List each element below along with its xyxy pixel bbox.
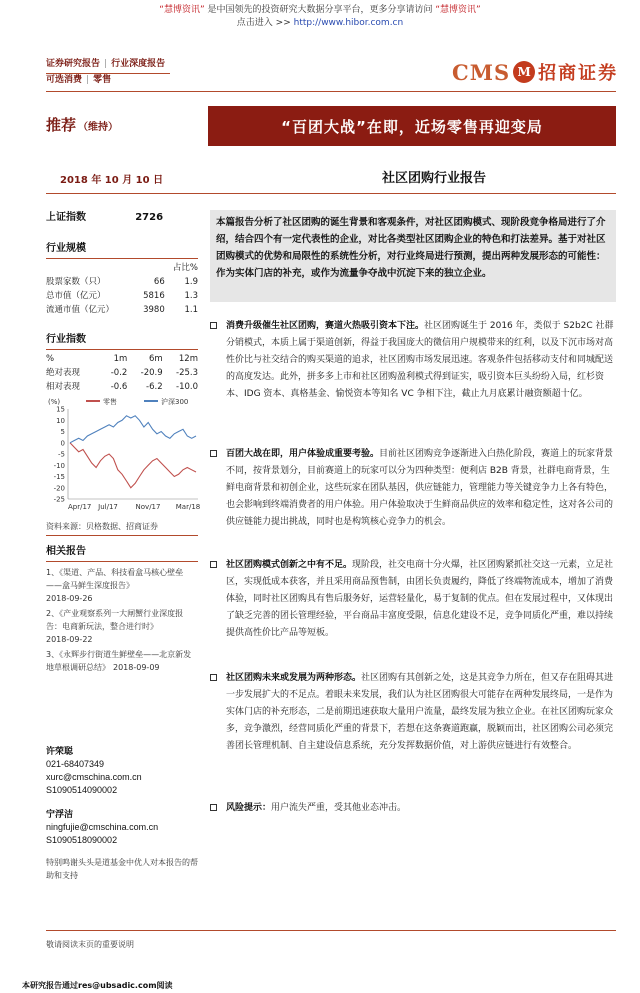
performance-chart xyxy=(46,395,202,517)
bullet-heading: 社区团购模式创新之中有不足。 xyxy=(226,560,353,570)
checkbox-square-icon xyxy=(210,450,217,457)
y-tick-label: 15 xyxy=(56,405,65,414)
divider xyxy=(46,73,170,74)
rating-sub: （维持） xyxy=(78,122,119,133)
bullet-text: 用户流失严重，受其他业态冲击。 xyxy=(271,803,407,813)
arrow-icon: >> xyxy=(275,18,291,28)
series-line-零售 xyxy=(70,443,196,488)
perf-label: 行业指数 xyxy=(46,334,86,345)
index-row xyxy=(46,211,198,225)
table-row xyxy=(46,303,198,317)
divider xyxy=(46,91,616,92)
related-report-item[interactable] xyxy=(46,648,198,674)
perf-col: 6m xyxy=(148,354,163,364)
top-banner xyxy=(0,4,640,30)
bullet-text: 社区团购有其创新之处，这是其竞争力所在，但又存在阻碍其进一步发展扩大的不足点。着眼未来发展，我们认为社区团购很大可能存在两种发展终局，一是作为实体门店的补充形态，二是前期迅速获取大量用户流量，最终发展为独立企业。在社区团购玩家众多，竞争激烈，经营同质化严重的背景下，若想在这条赛道跑赢，脱颖而出，社区团购公司必须完善团长管理机制、自主建设信息系统，充分发挥数据价值，对上游供应链进行有效整合。 xyxy=(226,673,614,751)
scale-row-v1: 5816 xyxy=(143,291,165,301)
analyst-name: 许荣聪 xyxy=(46,746,74,756)
logo-cms-text: CMS xyxy=(452,59,511,85)
analyst-1 xyxy=(46,745,198,797)
related-report-date: 2018-09-22 xyxy=(46,635,93,644)
x-tick-label: Apr/17 xyxy=(68,503,92,511)
y-tick-label: 5 xyxy=(60,428,65,436)
banner-link[interactable]: http://www.hibor.com.cn xyxy=(293,18,404,28)
chart-source: 资料来源：贝格数据、招商证券 xyxy=(46,522,158,531)
bullet-heading: 百团大战在即，用户体验成重要考验。 xyxy=(226,449,380,459)
scale-row-v1: 3980 xyxy=(143,305,165,315)
y-tick-label: -15 xyxy=(53,473,65,481)
related-report-item[interactable] xyxy=(46,566,198,605)
bottom-note: 本研究报告通过res@ubsadic.com阅读 xyxy=(22,981,173,990)
legend-label: 沪深300 xyxy=(161,398,189,406)
analyst-email[interactable]: ningfujie@cmschina.com.cn xyxy=(46,822,159,832)
bullet-text: 社区团购诞生于 2016 年，类似于 S2b2C 社群分销模式，本质上属于渠道创新，得益于我国庞大的微信用户规模带来的红利，以及下沉市场对高性价比与社交结合的购买渠道的追求，社区团购市场发展迅速。客观条件包括移动支付和同城配送的高度发达。此外，拼多多上市和社区团购盈利模式得到证实，吸引资本巨头纷纷入局，红杉资本、IDG 资本、真格基金、愉悦资本等知名 VC 争相下注，截止九月底累计融资额超十亿。 xyxy=(226,321,614,399)
bullet-point xyxy=(210,318,616,403)
banner-brand-2: “慧博资讯” xyxy=(435,5,481,15)
scale-section xyxy=(46,239,198,317)
bullet-point xyxy=(210,446,616,531)
related-report-item[interactable] xyxy=(46,607,198,646)
category-retail: 零售 xyxy=(93,75,112,85)
bullet-heading: 消费升级催生社区团购，赛道火热吸引资本下注。 xyxy=(226,321,425,331)
analyst-email[interactable]: xurc@cmschina.com.cn xyxy=(46,772,142,782)
related-report-title[interactable]: 2、《产业观察系列一大闸蟹行业深度报告：电商新玩法，整合进行时》 xyxy=(46,609,184,631)
scale-row-name: 流通市值（亿元） xyxy=(46,305,115,315)
scale-row-v1: 66 xyxy=(153,277,165,287)
bullet-text: 现阶段，社交电商十分火爆，社区团购紧抓社交这一元素，立足社区，实现低成本获客，并且采用商品预售制，由团长负责履约，降低了终端物流成本，增加了消费体验，同时社区团购具有售后服务好，运营轻量化，易于复制的优点。但在发展过程中，又体现出了缺乏完善的团长管理经验，平台商品丰富度受限，信息化建设不足，竞争同质化严重，难以持续提供高性价比产品等短板。 xyxy=(226,560,614,638)
table-row xyxy=(46,366,198,380)
y-tick-label: -10 xyxy=(53,461,65,470)
scale-row-v2: 1.3 xyxy=(184,291,198,301)
scale-label: 行业规模 xyxy=(46,243,86,254)
related-report-title[interactable]: 1、《渠道、产品、科技看盒马核心壁垒——盒马鲜生深度报告》 xyxy=(46,568,184,590)
banner-enter-text: 点击进入 xyxy=(236,18,273,28)
category-industry-deep: 行业深度报告 xyxy=(111,59,166,69)
related-report-date: 2018-09-09 xyxy=(113,663,160,672)
bullet-heading: 社区团购未来或发展为两种形态。 xyxy=(226,673,362,683)
bullet-text: 目前社区团购竞争逐渐进入白热化阶段，赛道上的玩家背景不同，按背景划分，目前赛道上的玩家可以分为四种类型：便利店 B2B 背景，社群电商背景，生鲜电商背景和初创企业，这些玩家在团队基因，供应链能力，管理能力等关键竞争力上各有特色，也会影响到终端消费者的用户体验。用户体验取决于生鲜商品供应的效率和稳定性，这对各公司的供应链能力提出挑战，同时也是构筑核心竞争力的机会。 xyxy=(226,449,614,527)
scale-row-v2: 1.1 xyxy=(184,305,198,315)
series-line-沪深300 xyxy=(70,416,196,443)
y-tick-label: 0 xyxy=(60,439,65,448)
y-tick-label: 10 xyxy=(56,416,65,425)
category-research: 证券研究报告 xyxy=(46,59,101,69)
y-tick-label: -5 xyxy=(58,450,65,459)
perf-col: 1m xyxy=(113,354,128,364)
index-label: 上证指数 xyxy=(46,212,86,223)
perf-row-name: 绝对表现 xyxy=(46,368,81,378)
logo-cn-text: 招商证券 xyxy=(538,63,619,84)
checkbox-square-icon xyxy=(210,322,217,329)
y-tick-label: -20 xyxy=(53,484,65,493)
checkbox-square-icon xyxy=(210,674,217,681)
analyst-id: S1090518090002 xyxy=(46,835,118,845)
company-logo xyxy=(452,60,618,84)
thanks-note: 特别鸣谢头头是道基金中优人对本报告的帮助和支持 xyxy=(46,858,198,880)
report-categories: 证券研究报告 | 行业深度报告 可选消费 | 零售 xyxy=(46,59,166,85)
table-row xyxy=(46,289,198,303)
rating-label: 推荐 xyxy=(46,116,77,134)
report-title: “百团大战”在即，近场零售再迎变局 xyxy=(208,106,616,146)
perf-val: -0.2 xyxy=(110,368,128,378)
table-row xyxy=(46,380,198,394)
perf-section xyxy=(46,330,198,394)
table-row xyxy=(46,275,198,289)
bullet-point xyxy=(210,670,616,755)
bullet-point xyxy=(210,800,616,817)
perf-unit: % xyxy=(46,354,55,364)
x-tick-label: Jul/17 xyxy=(98,503,118,511)
divider xyxy=(46,349,198,350)
analyst-name: 宁浮洁 xyxy=(46,809,74,819)
divider xyxy=(46,930,616,931)
related-title: 相关报告 xyxy=(46,546,86,557)
scale-row-name: 总市值（亿元） xyxy=(46,291,106,301)
x-tick-label: Mar/18 xyxy=(175,503,201,511)
perf-row-name: 相对表现 xyxy=(46,382,81,392)
perf-val: -10.0 xyxy=(176,382,198,392)
banner-brand: “慧博资讯” xyxy=(159,5,205,15)
checkbox-square-icon xyxy=(210,804,217,811)
perf-val: -25.3 xyxy=(176,368,198,378)
bullet-heading: 风险提示： xyxy=(226,803,272,813)
perf-val: -20.9 xyxy=(140,368,163,378)
logo-badge-icon: M xyxy=(513,61,535,83)
footnote: 敬请阅读末页的重要说明 xyxy=(46,940,134,949)
index-value: 2726 xyxy=(135,212,164,223)
scale-row-name: 股票家数（只） xyxy=(46,277,106,287)
category-consumer: 可选消费 xyxy=(46,75,83,85)
legend-unit: (%) xyxy=(48,398,61,406)
perf-val: -6.2 xyxy=(146,382,163,392)
y-tick-label: -25 xyxy=(53,495,65,504)
divider xyxy=(46,561,198,562)
divider xyxy=(46,193,616,194)
banner-text: 是中国领先的投资研究大数据分享平台，更多分享请访问 xyxy=(207,5,433,15)
related-report-title[interactable]: 3、《永辉步行街道生鲜壁垒——北京新发地草根调研总结》 xyxy=(46,650,192,672)
analyst-phone: 021-68407349 xyxy=(46,759,105,769)
analyst-2 xyxy=(46,808,198,847)
abstract: 本篇报告分析了社区团购的诞生背景和客观条件，对社区团购模式、现阶段竞争格局进行了介绍，结合四个有一定代表性的企业，对比各类型社区团购企业的特色和打法差异。基于对社区团购模式的优势和局限性的系统性分析，对行业终局进行预测，提出两种发展形态的可能性：作为实体门店的补充，或作为流量争夺战中沉淀下来的独立企业。 xyxy=(210,210,616,302)
analyst-id: S1090514090002 xyxy=(46,785,118,795)
related-section xyxy=(46,542,198,674)
related-report-date: 2018-09-26 xyxy=(46,594,93,603)
divider xyxy=(46,258,198,259)
checkbox-square-icon xyxy=(210,561,217,568)
report-date: 2018 年 10 月 10 日 xyxy=(60,175,164,186)
perf-val: -0.6 xyxy=(110,382,128,392)
bullet-point xyxy=(210,557,616,642)
scale-col-header: 占比% xyxy=(172,263,198,273)
perf-col: 12m xyxy=(178,354,198,364)
rating xyxy=(46,114,118,135)
legend-label: 零售 xyxy=(103,398,117,406)
scale-row-v2: 1.9 xyxy=(184,277,198,287)
divider xyxy=(46,535,198,536)
report-subtitle: 社区团购行业报告 xyxy=(382,171,487,186)
x-tick-label: Nov/17 xyxy=(135,503,161,511)
